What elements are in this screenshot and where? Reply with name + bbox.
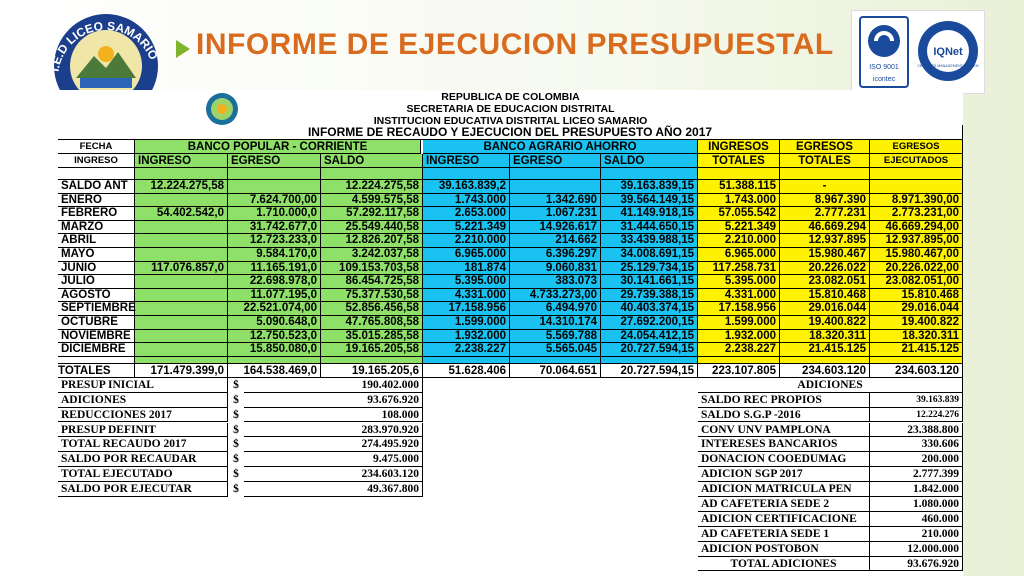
table-cell: 9.584.170,0 — [228, 248, 321, 262]
totals-cell: 20.727.594,15 — [601, 364, 698, 378]
icontec-label: icontec — [872, 76, 896, 83]
table-cell: 12.750.523,0 — [228, 330, 321, 344]
addition-label: ADICION MATRICULA PEN — [698, 482, 870, 497]
table-cell: 5.221.349 — [423, 221, 510, 235]
table-cell: 109.153.703,58 — [321, 262, 423, 276]
table-cell — [135, 289, 228, 303]
addition-value: 39.163.839 — [870, 393, 963, 408]
column-subheader: INGRESO — [423, 154, 510, 168]
totals-cell: 234.603.120 — [780, 364, 870, 378]
spacer-cell — [510, 357, 601, 364]
column-subheader: INGRESO — [135, 154, 228, 168]
table-cell: 8.967.390 — [780, 194, 870, 208]
table-cell: 14.926.617 — [510, 221, 601, 235]
row-label: ABRIL — [58, 234, 135, 248]
addition-value: 12.000.000 — [870, 542, 963, 557]
spacer-cell — [58, 357, 135, 364]
school-logo — [36, 6, 176, 102]
table-cell: 15.980.467 — [780, 248, 870, 262]
row-label: NOVIEMBRE — [58, 330, 135, 344]
table-cell: 19.400.822 — [870, 316, 963, 330]
table-cell: 5.395.000 — [423, 275, 510, 289]
report-title: INFORME DE RECAUDO Y EJECUCION DEL PRESUPUESTO AÑO 2017 — [58, 125, 963, 140]
totals-cell: 19.165.205,6 — [321, 364, 423, 378]
table-cell — [135, 343, 228, 357]
summary-label: TOTAL EJECUTADO — [58, 467, 228, 482]
additions-title: ADICIONES — [698, 378, 963, 393]
table-cell — [228, 180, 321, 194]
summary-currency: $ — [233, 423, 239, 436]
row-label: OCTUBRE — [58, 316, 135, 330]
logo-ring-text: I.E.D LICEO SAMARIO — [47, 18, 161, 73]
summary-label: PRESUP DEFINIT — [58, 423, 228, 438]
table-cell: 2.210.000 — [698, 234, 780, 248]
addition-value: 12.224.276 — [870, 408, 963, 423]
table-cell: 1.342.690 — [510, 194, 601, 208]
summary-currency: $ — [233, 483, 239, 496]
table-cell: 34.008.691,15 — [601, 248, 698, 262]
table-cell: 33.439.988,15 — [601, 234, 698, 248]
summary-label: SALDO POR RECAUDAR — [58, 452, 228, 467]
table-cell: 4.599.575,58 — [321, 194, 423, 208]
summary-label: ADICIONES — [58, 393, 228, 408]
table-cell: 5.090.648,0 — [228, 316, 321, 330]
column-subheader: EGRESO — [228, 154, 321, 168]
table-cell: 4.331.000 — [698, 289, 780, 303]
table-cell: 51.388.115 — [698, 180, 780, 194]
table-cell: 9.060.831 — [510, 262, 601, 276]
table-cell: - — [780, 180, 870, 194]
totals-cell: 234.603.120 — [870, 364, 963, 378]
totals-cell: 171.479.399,0 — [135, 364, 228, 378]
table-cell: 25.129.734,15 — [601, 262, 698, 276]
table-cell: 24.054.412,15 — [601, 330, 698, 344]
table-cell: 22.521.074,00 — [228, 302, 321, 316]
table-cell: 3.242.037,58 — [321, 248, 423, 262]
spacer-cell — [321, 357, 423, 364]
table-cell: 11.165.191,0 — [228, 262, 321, 276]
table-cell: 47.765.808,58 — [321, 316, 423, 330]
table-cell: 15.810.468 — [780, 289, 870, 303]
summary-value: 274.495.920 — [244, 437, 423, 452]
table-cell: 23.082.051,00 — [870, 275, 963, 289]
summary-label: PRESUP INICIAL — [58, 378, 228, 393]
table-cell: 15.810.468 — [870, 289, 963, 303]
table-cell: 22.698.978,0 — [228, 275, 321, 289]
spacer-cell — [228, 357, 321, 364]
sheet-header-line-3: INSTITUCION EDUCATIVA DISTRITAL LICEO SAMARIO — [373, 115, 648, 127]
table-cell: 19.400.822 — [780, 316, 870, 330]
column-subheader: TOTALES — [698, 154, 780, 168]
banco-popular-header: BANCO POPULAR - CORRIENTE — [135, 140, 421, 154]
addition-label: DONACION COOEDUMAG — [698, 452, 870, 467]
certification-logos — [851, 10, 985, 94]
table-cell: 29.016.044 — [870, 302, 963, 316]
row-label: MARZO — [58, 221, 135, 235]
row-label: MAYO — [58, 248, 135, 262]
table-cell: 39.564.149,15 — [601, 194, 698, 208]
addition-value: 2.777.399 — [870, 467, 963, 482]
egresos-totales-header: EGRESOS — [780, 140, 870, 154]
summary-value: 9.475.000 — [244, 452, 423, 467]
table-cell: 117.258.731 — [698, 262, 780, 276]
spacer-cell — [870, 168, 963, 180]
table-cell — [870, 180, 963, 194]
table-cell: 6.494.970 — [510, 302, 601, 316]
column-subheader: TOTALES — [780, 154, 870, 168]
table-cell — [135, 248, 228, 262]
summary-currency: $ — [233, 468, 239, 481]
row-label: JUNIO — [58, 262, 135, 276]
summary-label: REDUCCIONES 2017 — [58, 408, 228, 423]
table-cell: 41.149.918,15 — [601, 207, 698, 221]
spacer-cell — [780, 357, 870, 364]
table-cell — [135, 194, 228, 208]
table-cell: 7.624.700,00 — [228, 194, 321, 208]
addition-value: 460.000 — [870, 512, 963, 527]
table-cell: 11.077.195,0 — [228, 289, 321, 303]
table-cell: 1.599.000 — [698, 316, 780, 330]
table-cell: 2.777.231 — [780, 207, 870, 221]
table-cell: 18.320.311 — [780, 330, 870, 344]
ingresos-totales-header: INGRESOS — [698, 140, 780, 154]
table-cell: 21.415.125 — [780, 343, 870, 357]
table-cell: 6.396.297 — [510, 248, 601, 262]
totals-cell: 51.628.406 — [423, 364, 510, 378]
table-cell: 1.599.000 — [423, 316, 510, 330]
table-cell: 12.723.233,0 — [228, 234, 321, 248]
table-cell: 40.403.374,15 — [601, 302, 698, 316]
totals-cell: 164.538.469,0 — [228, 364, 321, 378]
table-cell — [135, 221, 228, 235]
table-cell: 4.733.273,00 — [510, 289, 601, 303]
table-cell: 2.773.231,00 — [870, 207, 963, 221]
table-cell — [135, 275, 228, 289]
table-cell: 57.292.117,58 — [321, 207, 423, 221]
iso-label: ISO 9001 — [869, 64, 899, 71]
table-cell: 25.549.440,58 — [321, 221, 423, 235]
row-label: DICIEMBRE — [58, 343, 135, 357]
summary-label: TOTAL RECAUDO 2017 — [58, 437, 228, 452]
addition-label: SALDO S.G.P -2016 — [698, 408, 870, 423]
table-cell: 29.739.388,15 — [601, 289, 698, 303]
summary-currency: $ — [233, 408, 239, 421]
column-subheader: EJECUTADOS — [870, 154, 963, 168]
table-cell: 214.662 — [510, 234, 601, 248]
table-cell — [510, 180, 601, 194]
sheet-header-line-1: REPUBLICA DE COLOMBIA — [441, 91, 580, 103]
summary-value: 108.000 — [244, 408, 423, 423]
row-label: JULIO — [58, 275, 135, 289]
spacer-cell — [601, 168, 698, 180]
addition-label: CONV UNV PAMPLONA — [698, 423, 870, 438]
table-cell: 31.742.677,0 — [228, 221, 321, 235]
spacer-cell — [780, 168, 870, 180]
egresos-ejecutados-header: EGRESOS — [870, 140, 963, 154]
spacer-cell — [423, 168, 510, 180]
summary-currency: $ — [233, 453, 239, 466]
addition-label: ADICION POSTOBON — [698, 542, 870, 557]
totals-cell: 70.064.651 — [510, 364, 601, 378]
table-cell: 35.015.285,58 — [321, 330, 423, 344]
row-label: SALDO ANT — [58, 180, 135, 194]
summary-value: 49.367.800 — [244, 482, 423, 497]
addition-label: AD CAFETERIA SEDE 1 — [698, 527, 870, 542]
table-cell: 12.224.275,58 — [321, 180, 423, 194]
table-cell: 1.932.000 — [423, 330, 510, 344]
table-cell: 2.238.227 — [423, 343, 510, 357]
table-cell: 15.850.080,0 — [228, 343, 321, 357]
table-cell — [135, 330, 228, 344]
budget-sheet — [58, 90, 963, 576]
spacer-cell — [698, 357, 780, 364]
table-cell: 54.402.542,0 — [135, 207, 228, 221]
banco-agrario-header: BANCO AGRARIO AHORRO — [423, 140, 698, 154]
addition-label: INTERESES BANCARIOS — [698, 437, 870, 452]
table-cell: 12.826.207,58 — [321, 234, 423, 248]
table-cell: 1.067.231 — [510, 207, 601, 221]
spacer-cell — [510, 168, 601, 180]
table-cell: 29.016.044 — [780, 302, 870, 316]
table-cell: 23.082.051 — [780, 275, 870, 289]
table-cell: 21.415.125 — [870, 343, 963, 357]
table-cell: 2.238.227 — [698, 343, 780, 357]
column-subheader: EGRESO — [510, 154, 601, 168]
table-cell: 5.569.788 — [510, 330, 601, 344]
sheet-header-line-2: SECRETARIA DE EDUCACION DISTRITAL — [406, 103, 615, 115]
totals-cell: 223.107.805 — [698, 364, 780, 378]
table-cell: 57.055.542 — [698, 207, 780, 221]
summary-currency: $ — [233, 393, 239, 406]
table-cell: 6.965.000 — [698, 248, 780, 262]
table-cell: 46.669.294,00 — [870, 221, 963, 235]
table-cell: 1.743.000 — [423, 194, 510, 208]
table-cell: 12.224.275,58 — [135, 180, 228, 194]
table-cell: 4.331.000 — [423, 289, 510, 303]
addition-value: 330.606 — [870, 437, 963, 452]
table-cell: 39.163.839,2 — [423, 180, 510, 194]
table-cell: 20.727.594,15 — [601, 343, 698, 357]
table-cell: 86.454.725,58 — [321, 275, 423, 289]
summary-currency: $ — [233, 438, 239, 451]
table-cell: 1.743.000 — [698, 194, 780, 208]
column-subheader: SALDO — [321, 154, 423, 168]
addition-value: 210.000 — [870, 527, 963, 542]
table-cell: 17.158.956 — [423, 302, 510, 316]
fecha-ingreso-subheader: INGRESO — [58, 154, 135, 168]
addition-label: ADICION SGP 2017 — [698, 467, 870, 482]
table-cell: 181.874 — [423, 262, 510, 276]
table-cell: 117.076.857,0 — [135, 262, 228, 276]
addition-label: ADICION CERTIFICACIONE — [698, 512, 870, 527]
title-marker-icon — [176, 40, 190, 58]
table-cell: 1.932.000 — [698, 330, 780, 344]
addition-label: SALDO REC PROPIOS — [698, 393, 870, 408]
iqnet-sub-label: CERTIFIED MANAGEMENT SYSTEM — [917, 64, 979, 68]
page-title: INFORME DE EJECUCION PRESUPUESTAL — [196, 28, 834, 61]
table-cell: 12.937.895 — [780, 234, 870, 248]
table-cell: 15.980.467,00 — [870, 248, 963, 262]
spacer-cell — [228, 168, 321, 180]
table-cell: 75.377.530,58 — [321, 289, 423, 303]
table-cell: 31.444.650,15 — [601, 221, 698, 235]
summary-label: SALDO POR EJECUTAR — [58, 482, 228, 497]
additions-total-label: TOTAL ADICIONES — [698, 557, 870, 572]
spacer-cell — [870, 357, 963, 364]
row-label: AGOSTO — [58, 289, 135, 303]
table-cell: 2.653.000 — [423, 207, 510, 221]
table-cell: 12.937.895,00 — [870, 234, 963, 248]
addition-value: 1.080.000 — [870, 497, 963, 512]
summary-value: 93.676.920 — [244, 393, 423, 408]
table-cell: 6.965.000 — [423, 248, 510, 262]
table-cell: 39.163.839,15 — [601, 180, 698, 194]
row-label: ENERO — [58, 194, 135, 208]
table-cell — [135, 234, 228, 248]
summary-value: 234.603.120 — [244, 467, 423, 482]
table-cell: 20.226.022,00 — [870, 262, 963, 276]
spacer-cell — [698, 168, 780, 180]
table-cell: 27.692.200,15 — [601, 316, 698, 330]
table-cell: 5.565.045 — [510, 343, 601, 357]
table-cell: 14.310.174 — [510, 316, 601, 330]
addition-label: AD CAFETERIA SEDE 2 — [698, 497, 870, 512]
fecha-header: FECHA — [58, 140, 135, 154]
table-cell: 52.856.456,58 — [321, 302, 423, 316]
table-cell: 5.395.000 — [698, 275, 780, 289]
table-cell: 2.210.000 — [423, 234, 510, 248]
table-cell: 8.971.390,00 — [870, 194, 963, 208]
table-cell — [135, 302, 228, 316]
table-cell: 383.073 — [510, 275, 601, 289]
summary-currency: $ — [233, 378, 239, 391]
summary-value: 283.970.920 — [244, 423, 423, 438]
iqnet-label: IQNet — [933, 46, 963, 58]
table-cell: 18.320.311 — [870, 330, 963, 344]
table-cell: 1.710.000,0 — [228, 207, 321, 221]
spacer-cell — [58, 168, 135, 180]
table-cell: 30.141.661,15 — [601, 275, 698, 289]
row-label: SEPTIEMBRE — [58, 302, 135, 316]
table-cell: 17.158.956 — [698, 302, 780, 316]
summary-value: 190.402.000 — [244, 378, 423, 393]
totals-label: TOTALES — [58, 364, 135, 378]
additions-total-value: 93.676.920 — [870, 557, 963, 572]
table-cell: 46.669.294 — [780, 221, 870, 235]
spacer-cell — [601, 357, 698, 364]
spacer-cell — [135, 168, 228, 180]
table-cell: 20.226.022 — [780, 262, 870, 276]
addition-value: 1.842.000 — [870, 482, 963, 497]
spacer-cell — [135, 357, 228, 364]
spacer-cell — [423, 357, 510, 364]
addition-value: 23.388.800 — [870, 423, 963, 438]
table-cell: 19.165.205,58 — [321, 343, 423, 357]
addition-value: 200.000 — [870, 452, 963, 467]
column-subheader: SALDO — [601, 154, 698, 168]
spacer-cell — [321, 168, 423, 180]
row-label: FEBRERO — [58, 207, 135, 221]
table-cell: 5.221.349 — [698, 221, 780, 235]
table-cell — [135, 316, 228, 330]
